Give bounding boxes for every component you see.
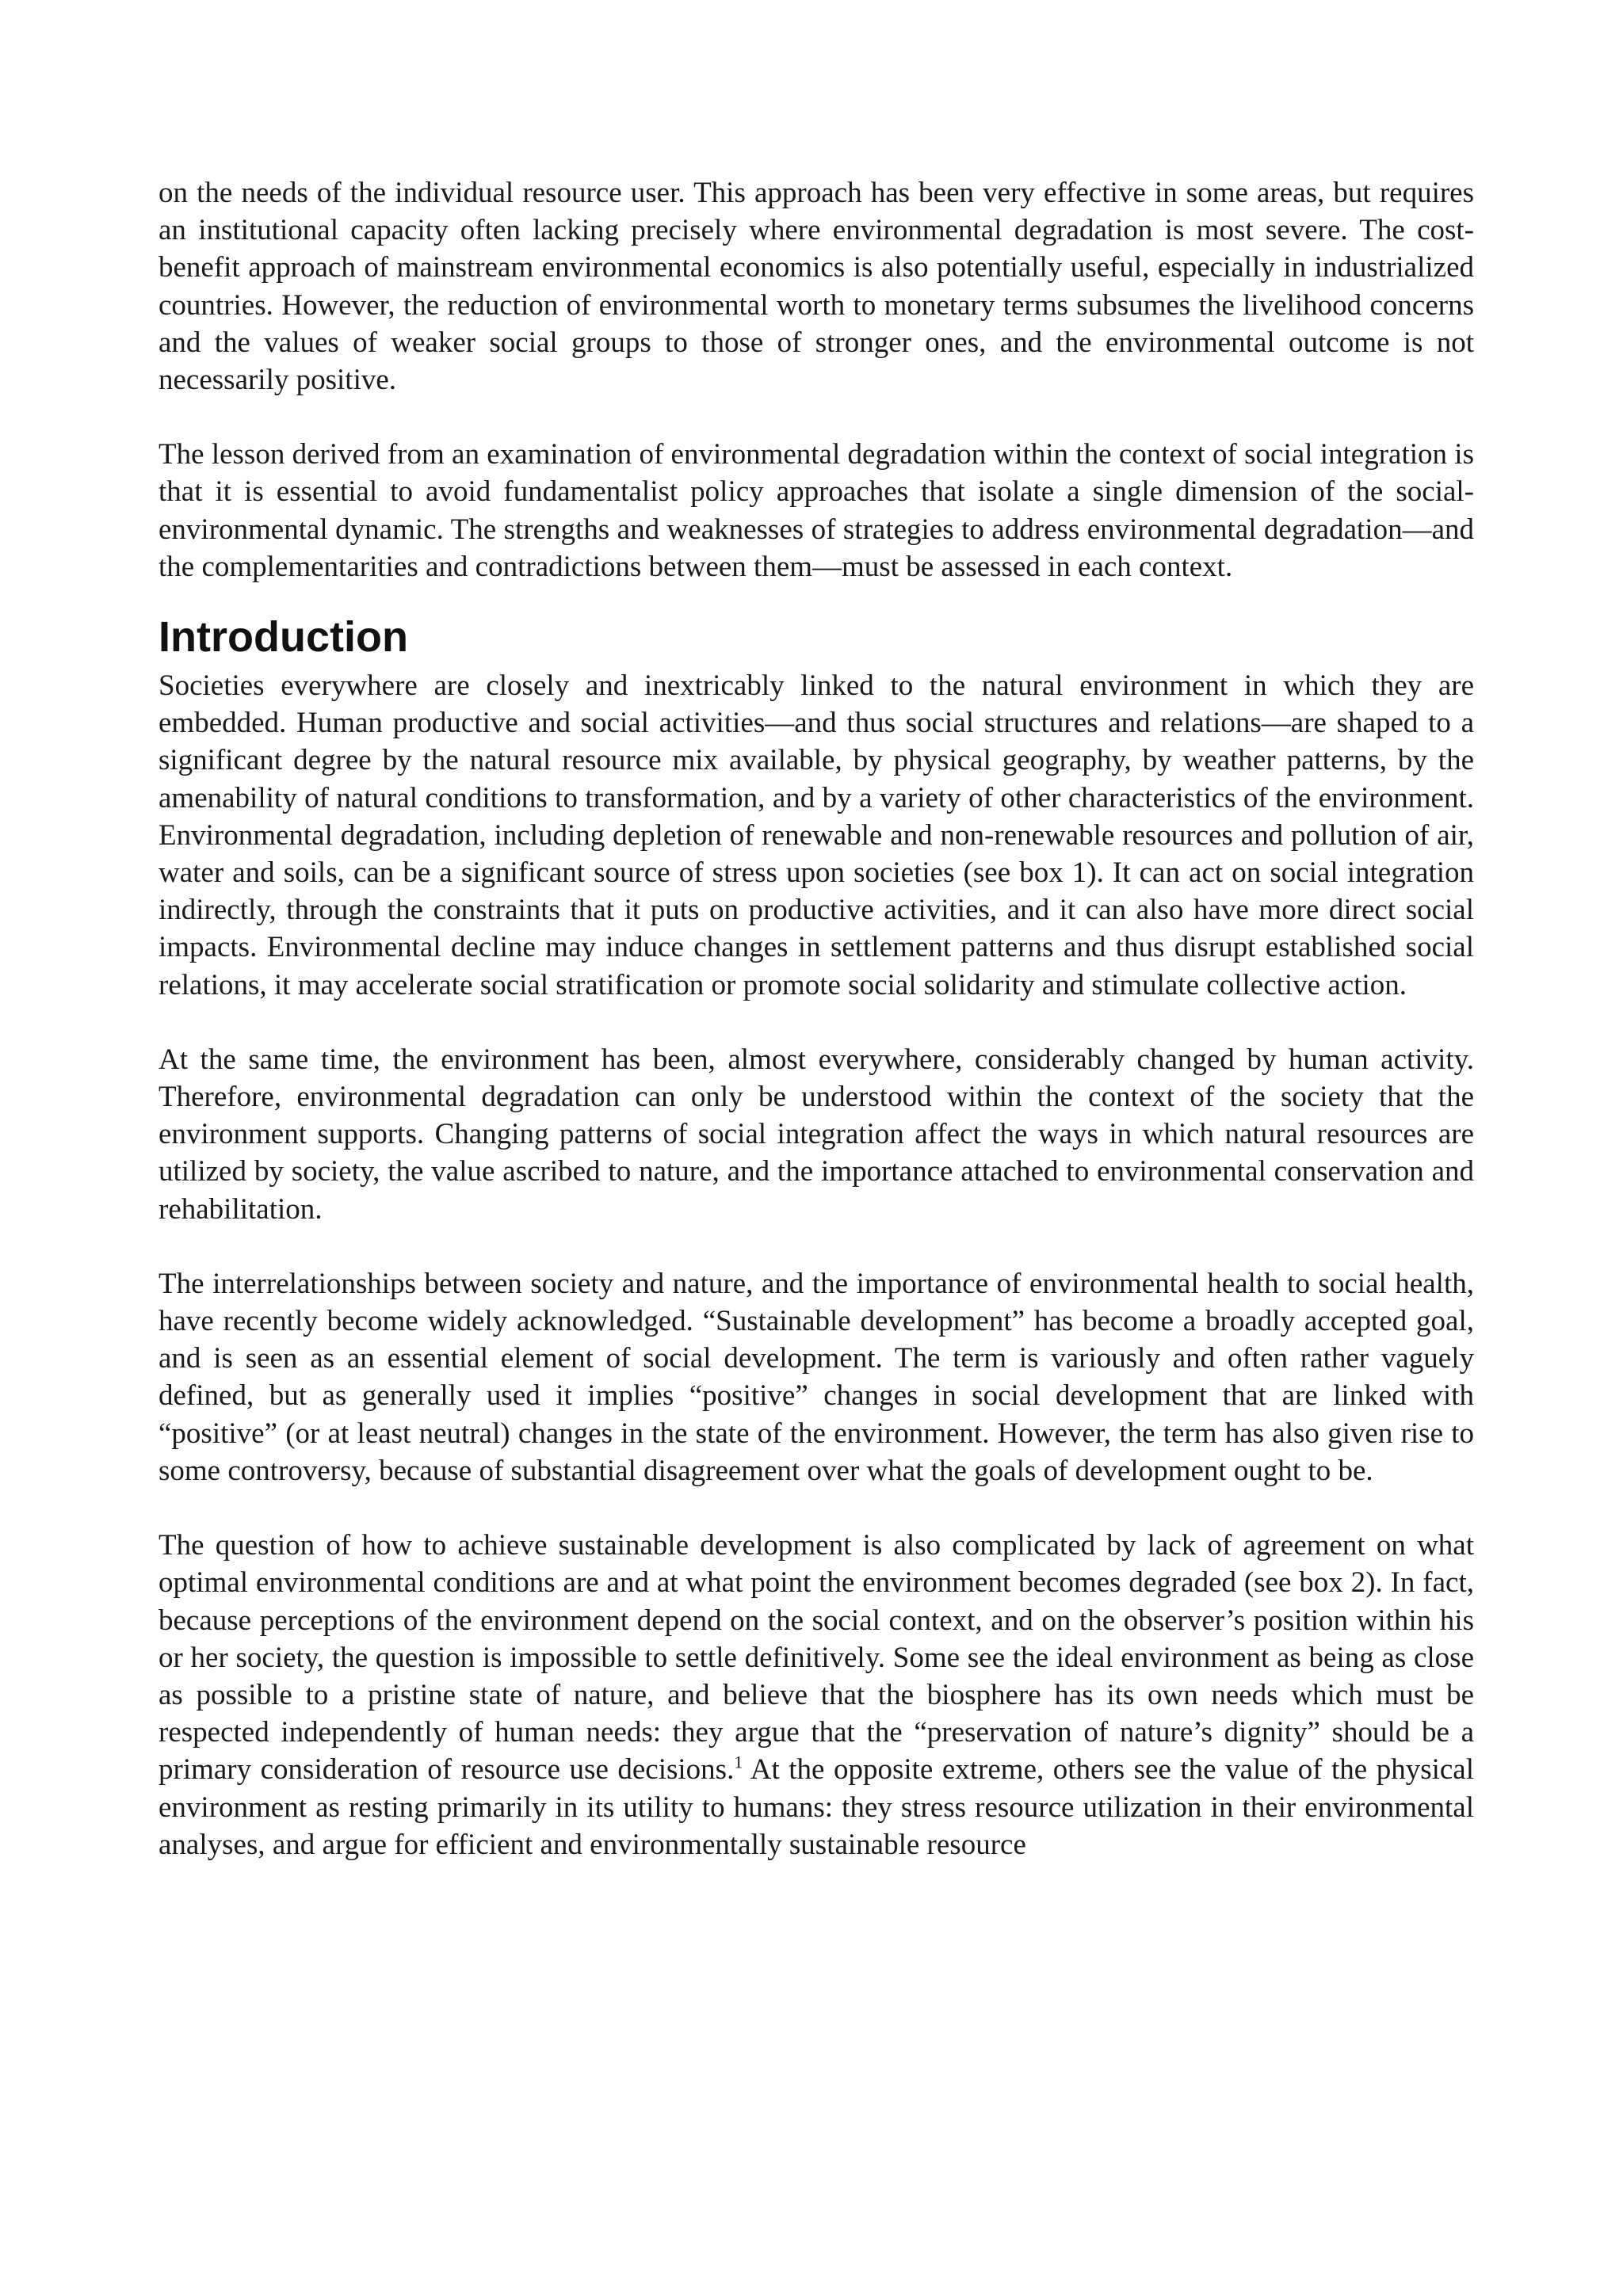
- paragraph-same-time: At the same time, the environment has been, almost everywhere, considerably changed by human activity. Therefore, environmental degradation can only be understood within the context of the society that the environment supports. Changing patterns of social integration affect the ways in which natural resources are utilized by society, the value ascribed to nature, and the importance attached to environmental conservation and rehabilitation.: [158, 1043, 1474, 1226]
- paragraph-sustainable-question: [158, 1527, 1474, 1863]
- section-heading-introduction: Introduction: [158, 613, 408, 662]
- paragraph-approach-limits: on the needs of the individual resource user. This approach has been very effective in some areas, but requires an institutional capacity often lacking precisely where environmental degradation is most severe. The cost-benefit approach of mainstream environmental economics is also potentially useful, especially in industrialized countries. However, the reduction of environmental worth to monetary terms subsumes the livelihood concerns and the values of weaker social groups to those of stronger ones, and the environmental outcome is not necessarily positive.: [158, 177, 1474, 397]
- footnote-reference[interactable]: 1: [734, 1752, 743, 1772]
- paragraph-part-1: The question of how to achieve sustainable development is also complicated by lack of agreement on what optimal environmental conditions are and at what point the environment becomes degraded (see box 2). In fact, because perceptions of the environment depend on the social context, and on the observer’s position within his or her society, the question is impossible to settle definitively. Some see the ideal environment as being as close as possible to a pristine state of nature, and believe that the biosphere has its own needs which must be respected independently of human needs: they argue that the “preservation of nature’s dignity” should be a primary consideration of resource use decisions.: [158, 1529, 1474, 1787]
- document-page: [158, 174, 1474, 1863]
- paragraph-part-2: At the opposite extreme, others see the value of the physical environment as resting primarily in its utility to humans: they stress resource utilization in their environmental analyses, and argue for efficient and environmentally sustainable resource: [158, 1753, 1475, 1861]
- paragraph-societies: Societies everywhere are closely and inextricably linked to the natural environment in which they are embedded. Human productive and social activities—and thus social structures and relations—are shaped to a significant degree by the natural resource mix available, by physical geography, by weather patterns, by the amenability of natural conditions to transformation, and by a variety of other characteristics of the environment. Environmental degradation, including depletion of renewable and non-renewable resources and pollution of air, water and soils, can be a significant source of stress upon societies (see box 1). It can act on social integration indirectly, through the constraints that it puts on productive activities, and it can also have more direct social impacts. Environmental decline may induce changes in settlement patterns and thus disrupt established social relations, it may accelerate social stratification or promote social solidarity and stimulate collective action.: [158, 669, 1474, 1001]
- paragraph-interrelationships: The interrelationships between society and nature, and the importance of environmental health to social health, have recently become widely acknowledged. “Sustainable development” has become a broadly accepted goal, and is seen as an essential element of social development. The term is variously and often rather vaguely defined, but as generally used it implies “positive” changes in social development that are linked with “positive” (or at least neutral) changes in the state of the environment. However, the term has also given rise to some controversy, because of substantial disagreement over what the goals of development ought to be.: [158, 1267, 1474, 1487]
- paragraph-lesson: The lesson derived from an examination of environmental degradation within the context of social integration is that it is essential to avoid fundamentalist policy approaches that isolate a single dimension of the social-environmental dynamic. The strengths and weaknesses of strategies to address environmental degradation—and the complementarities and contradictions between them—must be assessed in each context.: [158, 438, 1474, 583]
